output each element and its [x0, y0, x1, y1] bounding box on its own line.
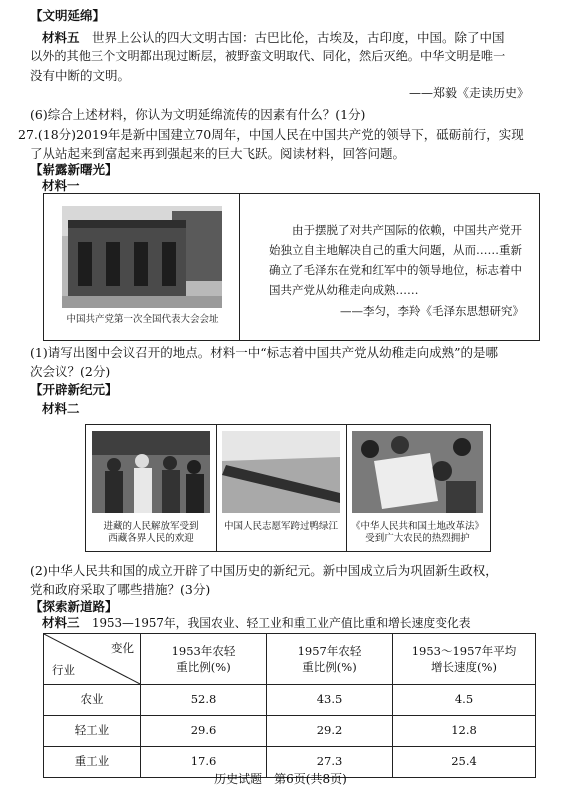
- industry-ratio-table: [43, 633, 536, 778]
- cell-1953: 17.6: [141, 747, 267, 778]
- caption-land-reform-line2: 受到广大农民的热烈拥护: [365, 533, 470, 545]
- quote-line4: 国共产党从幼稚走向成熟……: [269, 283, 419, 298]
- page-footer: 历史试题 第6页(共8页): [214, 772, 347, 786]
- cell-1953: 29.6: [141, 716, 267, 747]
- col-header-growth-line2: 增长速度(%): [431, 660, 497, 674]
- quote-line2: 始独立自主地解决自己的重大问题，从而……重新: [269, 243, 522, 258]
- col-header-1953-line2: 重比例(%): [176, 660, 231, 674]
- section-heading-new-road: 【探索新道路】: [30, 599, 118, 614]
- caption-land-reform: [346, 521, 489, 546]
- material1-label: 材料一: [42, 178, 80, 193]
- material5-label: 材料五: [42, 30, 80, 45]
- yalu-crossing-image: [222, 431, 340, 513]
- quote-line1: 由于摆脱了对共产国际的依赖，中国共产党开: [292, 223, 522, 237]
- material2-box: [85, 424, 491, 552]
- question-2: [30, 561, 535, 600]
- col-header-1953: [141, 634, 267, 685]
- material3-title: 1953—1957年，我国农业、轻工业和重工业产值比重和增长速度变化表: [92, 616, 471, 630]
- material2-label: 材料二: [42, 401, 80, 416]
- col-header-1957: [267, 634, 393, 685]
- question-1-line1: (1)请写出图中会议召开的地点。材料一中“标志着中国共产党从幼稚走向成熟”的是哪: [30, 345, 498, 360]
- photo-caption-first-congress: 中国共产党第一次全国代表大会会址: [66, 314, 219, 325]
- material1-box: [43, 193, 540, 341]
- photo-cell-land-reform: [346, 425, 489, 551]
- col-header-1957-line2: 重比例(%): [302, 660, 357, 674]
- cell-growth: 4.5: [393, 685, 536, 716]
- col-header-1957-line1: 1957年农轻: [297, 643, 362, 658]
- land-reform-image: [352, 431, 483, 513]
- table-header-row: [44, 634, 536, 685]
- col-header-growth-line1: 1953～1957年平均: [411, 643, 517, 658]
- table-row: [44, 685, 536, 716]
- corner-label-change: 变化: [111, 641, 134, 655]
- quote-line3: 确立了毛泽东在党和红军中的领导地位，标志着中: [269, 263, 522, 278]
- row-name: 重工业: [44, 747, 141, 778]
- question-2-line1: (2)中华人民共和国的成立开辟了中国历史的新纪元。新中国成立后为巩固新生政权，: [30, 563, 498, 578]
- cell-1957: 29.2: [267, 716, 393, 747]
- col-header-1953-line1: 1953年农轻: [171, 643, 236, 658]
- first-congress-site-photo: [62, 206, 222, 308]
- cell-1953: 52.8: [141, 685, 267, 716]
- question-2-line2: 党和政府采取了哪些措施？(3分): [30, 582, 211, 598]
- question-27-line1: 27.(18分)2019年是新中国建立70周年，中国人民在中国共产党的领导下，砥砺前行，实现: [18, 127, 524, 142]
- section-heading-new-era: 【开辟新纪元】: [30, 382, 118, 397]
- question-1-line2: 次会议？(2分): [30, 364, 111, 380]
- material5-line2: 以外的其他三个文明都出现过断层，被野蛮文明取代、同化，然后灭绝。中华文明是唯一: [30, 49, 506, 64]
- cell-growth: 25.4: [393, 747, 536, 778]
- material5-paragraph: [30, 28, 535, 86]
- material5-line3: 没有中断的文明。: [30, 68, 131, 84]
- question-27-line2: 了从站起来到富起来再到强起来的巨大飞跃。阅读材料，回答问题。: [30, 146, 406, 162]
- building-image: [62, 206, 222, 308]
- caption-land-reform-line1: 《中华人民共和国土地改革法》: [350, 521, 484, 532]
- table-corner-cell: [44, 634, 141, 685]
- corner-label-industry: 行业: [52, 662, 75, 677]
- row-name: 轻工业: [44, 716, 141, 747]
- cell-growth: 12.8: [393, 716, 536, 747]
- material3-label: 材料三: [42, 615, 80, 630]
- question-1: [30, 343, 535, 382]
- material5-source: ——郑毅《走读历史》: [408, 86, 529, 100]
- cell-1957: 27.3: [267, 747, 393, 778]
- caption-yalu: 中国人民志愿军跨过鸭绿江: [223, 521, 338, 532]
- question-27: [18, 125, 536, 164]
- photo-cell-yalu: [216, 425, 347, 551]
- material5-line1: 世界上公认的四大文明古国：古巴比伦，古埃及，古印度，中国。除了中国: [92, 30, 505, 45]
- tibet-welcome-image: [92, 431, 210, 513]
- section-heading-dawn: 【崭露新曙光】: [30, 162, 118, 177]
- col-header-growth: [393, 634, 536, 685]
- material1-quote: [269, 220, 524, 321]
- caption-tibet-line2: 西藏各界人民的欢迎: [108, 533, 194, 545]
- table-row: [44, 716, 536, 747]
- section-heading-civilization: 【文明延绵】: [30, 8, 106, 23]
- box-divider: [239, 194, 240, 340]
- photo-cell-tibet: [86, 425, 217, 551]
- caption-tibet-line1: 进藏的人民解放军受到: [103, 521, 199, 532]
- caption-tibet: [86, 521, 216, 546]
- row-name: 农业: [44, 685, 141, 716]
- material3-heading: [42, 613, 542, 632]
- question-6: (6)综合上述材料，你认为文明延绵流传的因素有什么？(1分): [30, 107, 366, 122]
- quote-source: ——李匀，李羚《毛泽东思想研究》: [340, 303, 524, 318]
- cell-1957: 43.5: [267, 685, 393, 716]
